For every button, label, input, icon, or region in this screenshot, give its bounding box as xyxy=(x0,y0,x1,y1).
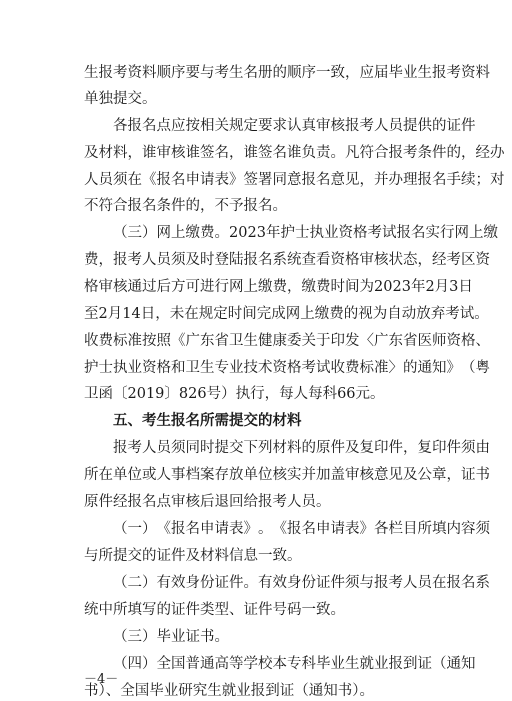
text-line: 人 员 须 在 《 报 名 申 请 表 》 签 署 同 意 报 名 意 见 ， 并 办 理 报 名 手 续 ； 对 xyxy=(84,172,505,188)
text-line: （ 一 ） 《 报 名 申 请 表 》 。 《 报 名 申 请 表 》 各 栏 目 所 填 内 容 须 xyxy=(113,521,490,537)
text-line: 与所提交的证件及材料信息一致。 xyxy=(84,548,302,564)
text-line: 各 报 名 点 应 按 相 关 规 定 要 求 认 真 审 核 报 考 人 员 提 供 的 证 件 xyxy=(113,118,476,134)
text-line: 单独提交。 xyxy=(84,91,157,107)
text-line: 统中所填写的证件类型、证件号码一致。 xyxy=(84,602,345,618)
text-line: 收 费 标 准 按 照 《 广 东 省 卫 生 健 康 委 关 于 印 发 〈 广 东 省 医 师 资 格 、 xyxy=(84,333,490,349)
text-line: 原件经报名点审核后退回给报考人员。 xyxy=(84,494,331,510)
section-heading: 五、考生报名所需提交的材料 xyxy=(113,412,302,429)
text-line: （ 二 ） 有 效 身 份 证 件 。 有 效 身 份 证 件 须 与 报 考 人 员 在 报 名 系 xyxy=(113,575,490,591)
text-line: 所 在 单 位 或 人 事 档 案 存 放 单 位 核 实 并 加 盖 审 核 意 见 及 公 章 ， 证 书 xyxy=(84,467,490,483)
text-line: 生 报 考 资 料 顺 序 要 与 考 生 名 册 的 顺 序 一 致 ， 应 届 毕 业 生 报 考 资 料 xyxy=(84,65,490,81)
text-line: 护 士 执 业 资 格 和 卫 生 专 业 技 术 资 格 考 试 收 费 标 准 〉 的 通 知 》 （ 粤 xyxy=(84,360,490,376)
text-line: 费 ， 报 考 人 员 须 及 时 登 陆 报 名 系 统 查 看 资 格 审 核 状 态 ， 经 考 区 资 xyxy=(84,252,490,268)
page-number: －4－ xyxy=(84,672,119,687)
text-line: 卫函〔2019〕826号）执行，每人每科66元。 xyxy=(84,386,385,402)
text-line: （ 四 ） 全 国 普 通 高 等 学 校 本 专 科 毕 业 生 就 业 报 到 证 （ 通 知 xyxy=(113,656,476,672)
text-line: 及 材 料 ， 谁 审 核 谁 签 名 ， 谁 签 名 谁 负 责 。 凡 符 合 报 考 条 件 的 ， 经 办 xyxy=(84,145,505,161)
text-line: （ 三 ） 网 上 缴 费 。 2 0 2 3 年 护 士 执 业 资 格 考 试 报 名 实 行 网 上 缴 xyxy=(113,225,498,241)
text-line: 报 考 人 员 须 同 时 提 交 下 列 材 料 的 原 件 及 复 印 件 ， 复 印 件 须 由 xyxy=(113,440,490,456)
text-line: 格 审 核 通 过 后 方 可 进 行 网 上 缴 费 ， 缴 费 时 间 为 2 0 2 3 年 2 月 3 日 xyxy=(84,279,473,295)
text-line: 至 2 月 1 4 日 ， 未 在 规 定 时 间 完 成 网 上 缴 费 的 视 为 自 动 放 弃 考 试 。 xyxy=(84,306,489,322)
text-line: （三）毕业证书。 xyxy=(113,629,229,645)
text-line: 书）、全国毕业研究生就业报到证（通知书）。 xyxy=(84,683,374,699)
text-line: 不符合报名条件的，不予报名。 xyxy=(84,198,287,214)
